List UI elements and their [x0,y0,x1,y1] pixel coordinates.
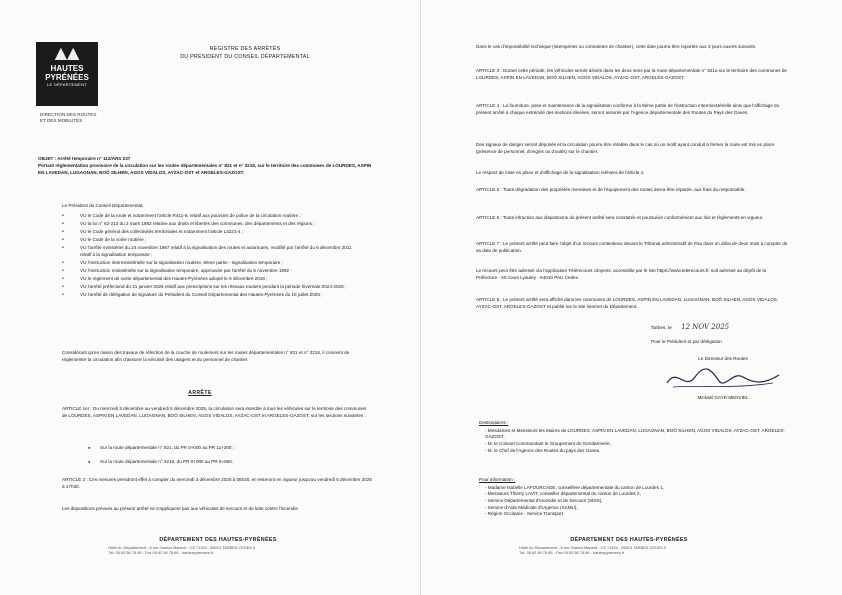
footer-address-line2: Tél. 05 62 56 78 65 - Fax 05 62 56 78 66 - hautespyrenees.fr [519,550,625,556]
information-item: - Madame Isabelle LAFOURCADE, conseillère départementale du canton de Lourdes 1, [485,484,664,490]
article-4: ARTICLE 4 : La fourniture, pose et maintenance de la signalisation conforme à la 8ème partie de l'instruction interministérielle ainsi que l'affichage du présent arrêté à chaque extrémité des sections déviées, seront assurés par l'Agence départementale des Routes du Pays des Gaves. [476,103,780,115]
recipient-item: - M. le Chef de l'Agence des Routes du pays des Gaves. [485,447,601,453]
article-5: ARTICLE 5 : Toute dégradation des propriétés riveraines et de l'équipement des routes devra être réparée, aux frais du responsable. [476,187,746,192]
signature-block [653,356,793,401]
footer-department-name: DÉPARTEMENT DES HAUTES-PYRÉNÉES [159,537,277,543]
information-item: - Service d'Aide Médicale d'Urgence (SAMU), [485,504,578,510]
register-title-line2: DU PRÉSIDENT DU CONSEIL DÉPARTEMENTAL [180,53,310,60]
article-1: ARTICLE 1er : Du mercredi 3 décembre au vendredi 5 décembre 2025, la circulation sera interdite à tous les véhicules sur le territoire des communes de LOURDES, ASPIN EN LAVEDAN, LUGAGNAN, BOÔ SILHEN, AGOS VIDALOS, AYZAC-OST et ARGELES-GAZOST, sur les sections suivantes : [62,406,367,418]
objet-text: Portant réglementation provisoire de la circulation sur les routes départementales n° 821 et n° 3218, sur le territoire des communes de LOURDES, ASPIN EN LAVEDAN, LUGAGNAN, BOÔ SILHEN, AGOS VIDALOS, AYZAC-OST et ARGELES-GAZOST. [38,162,372,175]
arrete-heading: ARRÊTE [188,390,212,396]
department-logo [36,42,98,106]
visa-item: • VU l'instruction interministérielle sur la signalisation routière, 8ème partie - signalisation temporaire ; [62,260,362,267]
danger-signals-paragraph: Des signaux de danger seront déposés et la circulation pourra être rétablie dans le cas où un motif ayant conduit à fermer la route est mis en place (présence de personnel, d'engins ou d'outils) sur le chantier. [476,142,775,154]
information-item: - Service Départemental d'Incendie et de Secours (SDIS), [485,497,603,503]
footer-address-line1: Hôtel du Département - 6 rue Gaston Manent - CS 71324 - 65013 TARBES CEDEX 9 [108,544,256,550]
article-2: ARTICLE 2 : Ces mesures prendront effet à compter du mercredi 3 décembre 2025 à 08h30, et resteront en vigueur jusqu'au vendredi 5 décembre 2025 à 17h30. [62,477,372,489]
visa-item: • VU l'arrêté préfectoral du 21 janvier 2025 relatif aux prescriptions sur les réseaux routiers pendant la période hivernale 2024-2025 ; [62,284,362,291]
visa-item: • VU l'arrêté de délégation de signature du Président du Conseil Départemental des Hautes-Pyrénées du 16 juillet 2025 ; [62,292,362,299]
date-stamp: 12 NOV 2025 [681,323,730,331]
direction-line2: ET DES MOBILITÉS [40,118,83,124]
signatory-title: Le Directeur des Routes [698,356,748,361]
visa-item: • VU le Code général des collectivités territoriales et notamment l'article L3221-4 ; [62,229,362,236]
objet-block [38,156,378,177]
right-page [421,0,842,595]
information-list [479,485,799,518]
objet-label: OBJET : Arrêté temporaire n° 112/ARS 237 [38,156,131,161]
report-paragraph: Dans le cas d'impossibilité technique (intempéries ou contraintes de chantier), cette date pourra être reportée aux 3 jours ouvrés suivants. [476,44,757,49]
logo-line2: PYRÉNÉES [45,73,89,82]
mountain-icon: ▲▲ [54,43,80,62]
left-footer [108,537,328,556]
article-6: ARTICLE 6 : Toute infraction aux dispositions du présent arrêté sera constatée et poursuivie conformément aux lois et règlements en vigueur. [476,215,764,220]
direction-line1: DIRECTION DES ROUTES [40,112,97,117]
register-title [150,46,340,61]
delegation-text: Pour le Président et par délégation [651,339,722,344]
signatory-name: Mickaël GAYE-MENVIEL [697,394,749,400]
information-item: - Messieurs Thierry LAVIT, conseiller départemental du canton de Lourdes 2, [485,491,641,497]
recipients-block [479,420,799,454]
visa-item: • VU le règlement de voirie départemental des Hautes-Pyrénées adopté le 6 décembre 2018 ; [62,276,362,283]
logo-line3: LE DÉPARTEMENT [46,82,88,87]
routes-list [88,445,348,472]
recourse-paragraph: Le recours peut être adressé via l'application Télérecours citoyens, accessible par le site https://www.telerecours.fr, soit adressé au dépôt de la Préfecture - 50 cours Lyautey - 64010 PAU Cedex. [476,268,767,280]
right-footer [519,537,739,556]
article-7: ARTICLE 7 : Le présent arrêté peut faire l'objet d'un recours contentieux devant le Tribunal administratif de Pau dans un délai de deux mois à compter de sa date de publication. [476,241,788,253]
handwritten-signature [663,363,783,393]
considerant-text: Considérant qu'en raison des travaux de réfection de la couche de roulement sur les routes départementales n° 821 et n° 3218, il convient de réglementer la circulation afin d'assurer la sécurité des usagers et du personnel de chantier. [62,350,350,362]
visa-item: • VU la loi n° 82-213 du 2 mars 1982 relative aux droits et libertés des communes, des départements et des régions ; [62,221,362,228]
recipients-heading: Destinataires : [479,420,509,425]
route-item: ● Sur la route départementale n° 821, du PR 0+000 au PR 11+300 ; [88,445,348,452]
visa-item: • VU l'instruction ministérielle sur la signalisation temporaire, approuvée par l'arrêté du 6 novembre 1992 ; [62,268,362,275]
visa-item: • VU le Code de la voirie routière ; [62,237,362,244]
footer-address-line2: Tél. 05 62 56 78 65 - Fax 05 62 56 78 66 - hautespyrenees.fr [108,550,214,556]
information-block [479,477,799,518]
route-item: ● Sur la route départementale n° 3218, du PR 0+000 au PR 5+950. [88,459,348,466]
exemption-text: Les dispositions prévues au présent arrêté ne s'appliquent pas aux véhicules de secours et de lutte contre l'incendie. [62,506,300,511]
signage-paragraph: Le respect de mise en place et d'affichage de la signalisation relèvera de l'article 4. [476,170,645,175]
article-3: ARTICLE 3 : Durant cette période, les véhicules seront déviés dans les deux sens par la route départementale n° 821a sur le territoire des communes de LOURDES, ASPIN EN LAVEDAN, BOÔ SILHEN, AGOS VIDALOS, AYZAC-OST, ARGELES-GAZOST. [476,68,787,80]
visa-item: • VU le Code de la route et notamment l'article R411-8, relatif aux pouvoirs de police de la circulation routière ; [62,213,362,220]
visas-list [62,213,362,300]
information-heading: Pour information : [479,477,516,482]
intro-text: Le Président du Conseil Départemental, [62,203,144,208]
visa-item: • VU l'arrêté ministériel du 24 novembre 1967 relatif à la signalisation des routes et autoroutes, modifié par l'arrêté du 6 décembre 2011 relatif à la signalisation temporaire ; [62,245,362,258]
recipients-list [479,428,799,455]
date-label: Tarbes, le [651,326,672,331]
direction-label [40,112,120,124]
footer-department-name: DÉPARTEMENT DES HAUTES-PYRÉNÉES [570,537,688,543]
information-item: - Région Occitanie - Service Transport. [485,511,565,517]
recipient-item: - M. le Colonel Commandant le Groupement de Gendarmerie, [485,440,611,446]
date-line [651,322,791,333]
logo-line1: HAUTES [50,64,84,73]
recipient-item: - Mesdames et Messieurs les Maires de LOURDES, ASPIN EN LAVEDAN, LUGAGNAN, BOÔ SILHEN, AGOS VIDALOS, AYZAC-OST, ARGELES-GAZOST, [485,427,785,440]
register-title-line1: REGISTRE DES ARRÊTÉS [209,46,281,52]
article-8: ARTICLE 8 : Le présent arrêté sera affiché dans les communes de LOURDES, ASPIN EN LAVEDAN, LUGAGNAN, BOÔ SILHEN, AGOS VIDALOS, AYZAC-OST, ARGELES-GAZOST et publié sur le site internet du Département. [476,297,779,309]
footer-address-line1: Hôtel du Département - 6 rue Gaston Manent - CS 71324 - 65013 TARBES CEDEX 9 [519,544,667,550]
